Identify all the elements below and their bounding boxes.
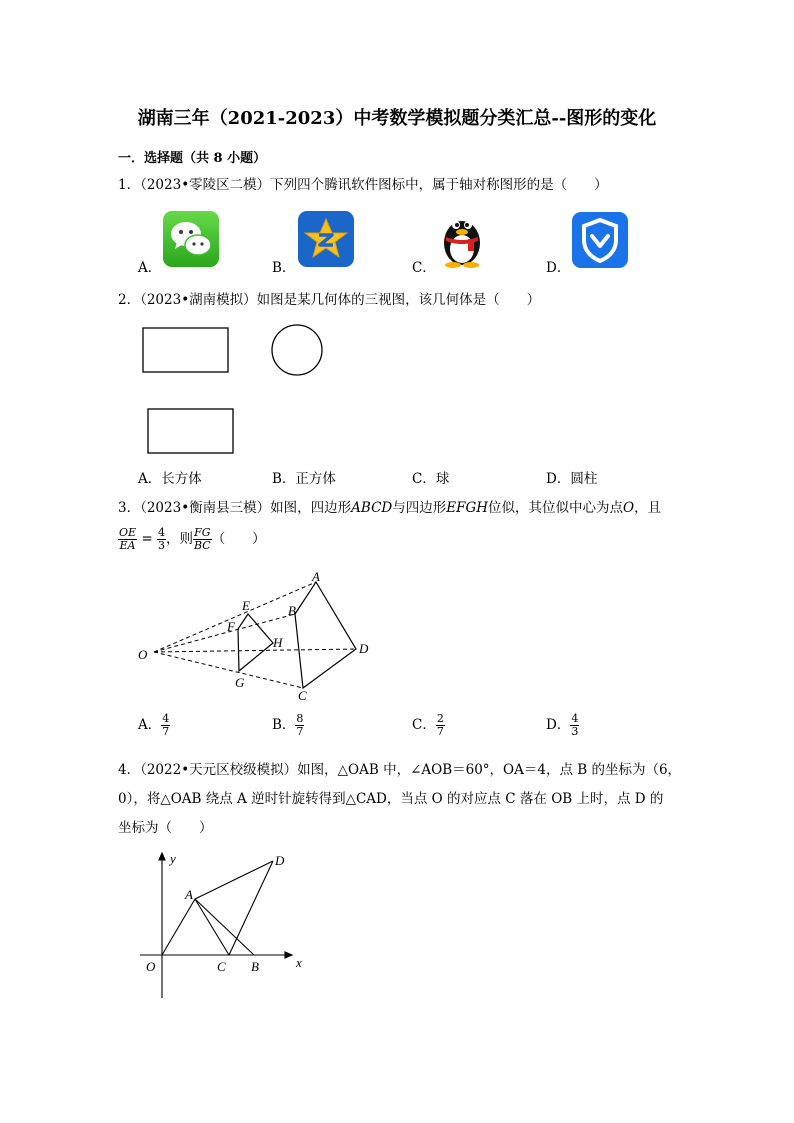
question-4-stem-line1: 4．（2022•天元区校级模拟）如图，△OAB 中，∠AOB＝60°，OA＝4，点 B 的坐标为（6， <box>118 762 682 778</box>
question-3-stem-line2: $\frac{OE}{EA}$ = $\frac{4}{3}$ ，则 $\frac{FG}{BC}$ （ ） <box>119 526 266 552</box>
point-c-label: C <box>217 959 226 974</box>
q2-option-b: B．正方体 <box>272 471 336 487</box>
rotation-figure <box>130 848 310 1006</box>
y-axis-label: y <box>170 851 176 866</box>
point-c-label: C <box>298 688 307 703</box>
qq-penguin-icon <box>436 209 488 269</box>
qzone-icon <box>298 211 354 267</box>
q2-option-a: A．长方体 <box>138 471 202 487</box>
homothety-figure <box>130 568 390 708</box>
point-b-label: B <box>251 959 259 974</box>
section-heading: 一．选择题（共 8 小题） <box>118 151 267 166</box>
question-3-stem-line1: 3．（2023•衡南县三模）如图，四边形ABCD与四边形EFGH位似，其位似中心为点O，且 <box>118 500 662 516</box>
wechat-icon <box>163 211 219 267</box>
q1-option-a-label: A． <box>138 260 162 276</box>
q3-option-d: D． $\frac{4}{3}$ <box>546 712 579 738</box>
three-views-figure <box>135 320 335 460</box>
side-view-circle <box>272 325 322 375</box>
point-d-label: D <box>275 853 285 868</box>
question-4-stem-line3: 坐标为（ ） <box>118 820 213 836</box>
question-2-stem: 2．（2023•湖南模拟）如图是某几何体的三视图，该几何体是（ ） <box>118 292 541 308</box>
q3-option-b: B． $\frac{8}{7}$ <box>272 712 304 738</box>
question-4-stem-line2: 0），将△OAB 绕点 A 逆时针旋转得到△CAD，当点 O 的对应点 C 落在 OB 上时，点 D 的 <box>118 791 664 807</box>
point-b-label: B <box>288 603 296 618</box>
top-view-rect <box>148 409 233 453</box>
page-title: 湖南三年（2021-2023）中考数学模拟题分类汇总--图形的变化 <box>137 108 657 129</box>
q3-option-a: A． $\frac{4}{7}$ <box>138 712 170 738</box>
point-e-label: E <box>242 598 250 613</box>
point-a-label: A <box>185 887 193 902</box>
q3-option-c: C． $\frac{2}{7}$ <box>412 712 444 738</box>
q2-option-c: C．球 <box>412 471 450 487</box>
q2-option-d: D．圆柱 <box>546 471 598 487</box>
fraction-fg-bc: $\frac{FG}{BC}$ <box>193 526 211 552</box>
point-a-label: A <box>312 569 320 584</box>
point-d-label: D <box>359 641 369 656</box>
tencent-manager-icon <box>572 212 628 268</box>
fraction-oe-ea: $\frac{OE}{EA}$ <box>119 526 137 552</box>
q1-option-b-label: B． <box>272 260 296 276</box>
point-o-label: O <box>138 647 148 662</box>
q1-option-d-label: D． <box>546 260 571 276</box>
question-1-stem: 1．（2023•零陵区二模）下列四个腾讯软件图标中，属于轴对称图形的是（ ） <box>118 177 608 193</box>
fraction-4-3: $\frac{4}{3}$ <box>157 526 165 552</box>
point-o-label: O <box>146 959 156 974</box>
q1-option-c-label: C． <box>412 260 436 276</box>
front-view-rect <box>143 328 228 372</box>
point-h-label: H <box>273 635 283 650</box>
x-axis-label: x <box>296 955 302 970</box>
point-g-label: G <box>235 675 245 690</box>
point-f-label: F <box>227 619 235 634</box>
